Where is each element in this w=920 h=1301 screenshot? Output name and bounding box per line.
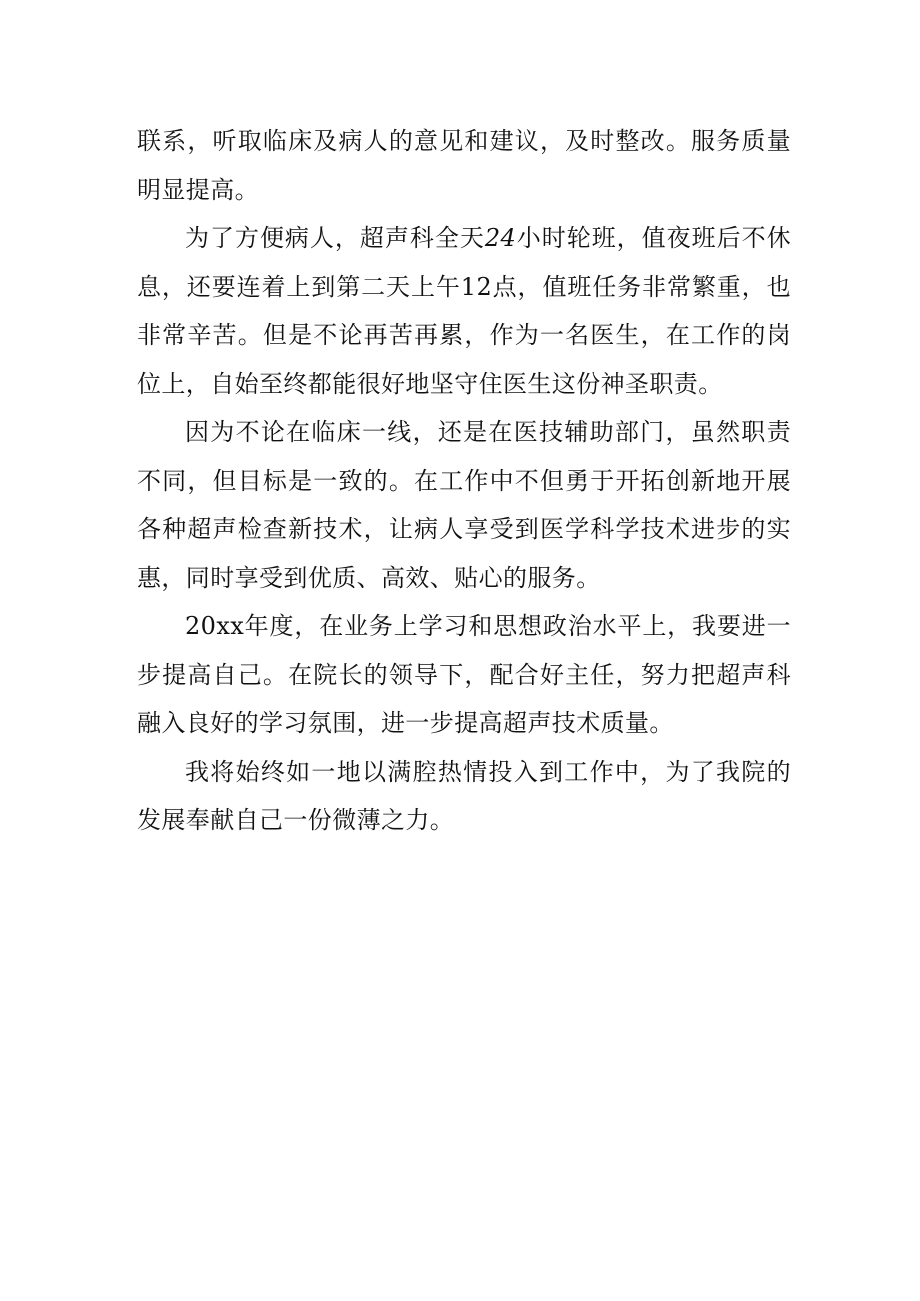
paragraph-2-hours-number: 24 [484,224,517,252]
paragraph-1: 联系，听取临床及病人的意见和建议，及时整改。服务质量明显提高。 [137,127,791,204]
paragraph-4: 20xx年度，在业务上学习和思想政治水平上，我要进一步提高自己。在院长的领导下，配合好主任，努力把超声科融入良好的学习氛围，进一步提高超声技术质量。 [137,612,791,737]
paragraph-3: 因为不论在临床一线，还是在医技辅助部门，虽然职责不同，但目标是一致的。在工作中不但勇于开拓创新地开展各种超声检查新技术，让病人享受到医学科学技术进步的实惠，同时享受到优质、高效、贴心的服务。 [137,418,791,592]
paragraph-5: 我将始终如一地以满腔热情投入到工作中，为了我院的发展奉献自己一份微薄之力。 [137,757,791,834]
paragraph-2-text-after: 小时轮班，值夜班后不休息，还要连着上到第二天上午12点，值班任务非常繁重，也非常辛苦。但是不论再苦再累，作为一名医生，在工作的岗位上，自始至终都能很好地坚守住医生这份神圣职责。 [137,224,791,398]
paragraph-2 [137,214,791,408]
document-body [137,117,791,845]
paragraph-2-text-before: 为了方便病人，超声科全天 [185,224,485,252]
